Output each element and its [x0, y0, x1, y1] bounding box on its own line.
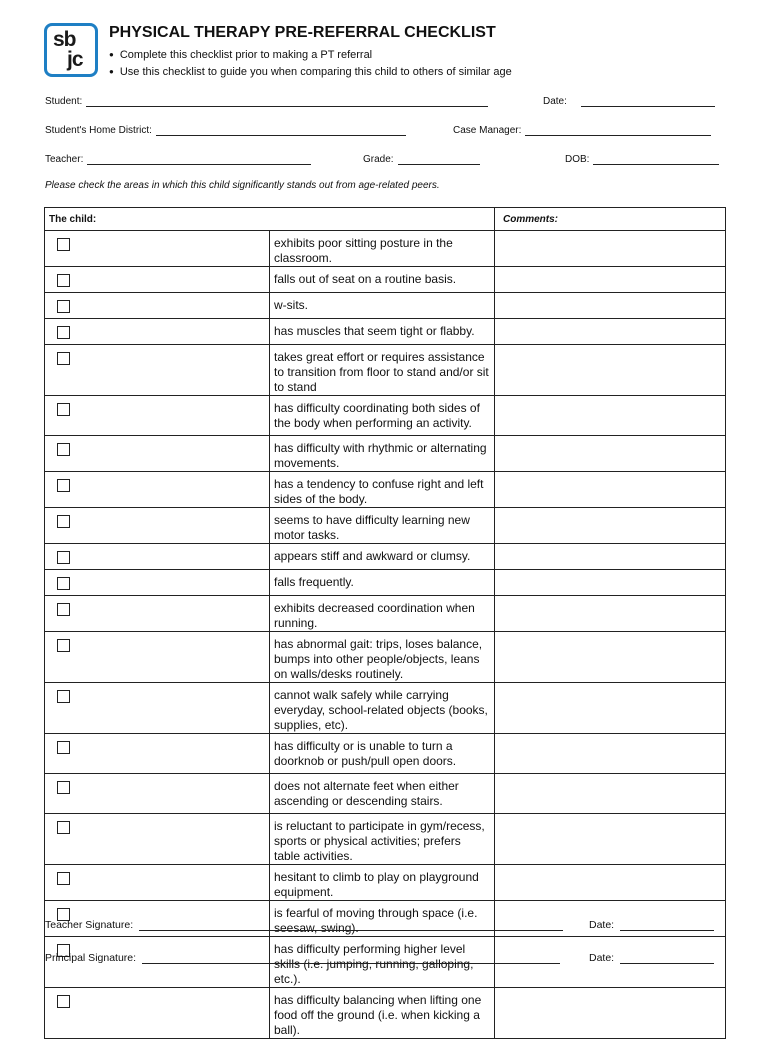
checkbox[interactable]	[57, 515, 70, 528]
checkbox-cell	[45, 596, 270, 632]
table-row	[45, 345, 726, 396]
instructions-text: Please check the areas in which this child significantly stands out from age-related peers.	[45, 180, 440, 191]
checkbox-cell	[45, 319, 270, 345]
date-input-line[interactable]	[581, 96, 715, 107]
student-input-line[interactable]	[86, 96, 488, 107]
item-text: takes great effort or requires assistance to transition from floor to stand and/or sit to stand	[270, 345, 495, 396]
table-row	[45, 231, 726, 267]
table-row	[45, 734, 726, 774]
checklist-table	[44, 207, 726, 1039]
principal-date-field	[589, 952, 714, 964]
comment-cell[interactable]	[495, 988, 726, 1039]
principal-date-line[interactable]	[620, 953, 714, 964]
checkbox[interactable]	[57, 326, 70, 339]
comment-cell[interactable]	[495, 814, 726, 865]
item-text: falls frequently.	[270, 570, 495, 596]
checkbox[interactable]	[57, 872, 70, 885]
checkbox-cell	[45, 436, 270, 472]
checkbox-cell	[45, 814, 270, 865]
comment-cell[interactable]	[495, 596, 726, 632]
table-row	[45, 632, 726, 683]
student-field	[45, 96, 488, 107]
checkbox-cell	[45, 774, 270, 814]
checkbox[interactable]	[57, 821, 70, 834]
table-row	[45, 814, 726, 865]
logo-text-top: sb	[53, 28, 76, 51]
comment-cell[interactable]	[495, 345, 726, 396]
page-title: PHYSICAL THERAPY PRE-REFERRAL CHECKLIST	[109, 24, 496, 41]
item-text: has muscles that seem tight or flabby.	[270, 319, 495, 345]
teacher-signature-label: Teacher Signature:	[45, 919, 134, 931]
home-district-field	[45, 125, 406, 136]
item-text: w-sits.	[270, 293, 495, 319]
comment-cell[interactable]	[495, 774, 726, 814]
checkbox-cell	[45, 293, 270, 319]
checkbox-cell	[45, 865, 270, 901]
header-comments: Comments:	[495, 208, 726, 231]
table-row	[45, 436, 726, 472]
principal-signature-label: Principal Signature:	[45, 952, 137, 964]
comment-cell[interactable]	[495, 632, 726, 683]
checkbox-cell	[45, 267, 270, 293]
checkbox[interactable]	[57, 603, 70, 616]
item-text: has difficulty coordinating both sides of the body when performing an activity.	[270, 396, 495, 436]
checkbox-cell	[45, 734, 270, 774]
checkbox[interactable]	[57, 443, 70, 456]
date-label: Date:	[543, 96, 567, 107]
comment-cell[interactable]	[495, 231, 726, 267]
comment-cell[interactable]	[495, 544, 726, 570]
table-row	[45, 396, 726, 436]
principal-signature-field	[45, 952, 560, 964]
item-text: falls out of seat on a routine basis.	[270, 267, 495, 293]
checkbox[interactable]	[57, 479, 70, 492]
item-text: cannot walk safely while carrying everyday, school-related objects (books, supplies, etc).	[270, 683, 495, 734]
item-text: has difficulty performing higher level skills (i.e. jumping, running, galloping, etc.).	[270, 937, 495, 988]
table-row	[45, 683, 726, 734]
teacher-label: Teacher:	[45, 154, 84, 165]
grade-input-line[interactable]	[398, 154, 480, 165]
item-text: seems to have difficulty learning new motor tasks.	[270, 508, 495, 544]
comment-cell[interactable]	[495, 683, 726, 734]
checkbox-cell	[45, 544, 270, 570]
table-row	[45, 988, 726, 1039]
teacher-input-line[interactable]	[87, 154, 311, 165]
checkbox[interactable]	[57, 639, 70, 652]
item-text: does not alternate feet when either ascending or descending stairs.	[270, 774, 495, 814]
principal-signature-line[interactable]	[142, 953, 560, 964]
header-child: The child:	[45, 208, 495, 231]
date-field	[543, 96, 715, 107]
comment-cell[interactable]	[495, 396, 726, 436]
teacher-signature-line[interactable]	[139, 920, 563, 931]
table-row	[45, 570, 726, 596]
instruction-bullets	[109, 46, 512, 80]
item-text: has abnormal gait: trips, loses balance, bumps into other people/objects, leans on walls/desks routinely.	[270, 632, 495, 683]
table-row	[45, 774, 726, 814]
teacher-signature-field	[45, 919, 563, 931]
home-district-input-line[interactable]	[156, 125, 406, 136]
item-text: is fearful of moving through space (i.e. seesaw, swing).	[270, 901, 495, 937]
item-text: has a tendency to confuse right and left sides of the body.	[270, 472, 495, 508]
comment-cell[interactable]	[495, 865, 726, 901]
comment-cell[interactable]	[495, 267, 726, 293]
checkbox[interactable]	[57, 741, 70, 754]
principal-date-label: Date:	[589, 952, 615, 964]
table-row	[45, 544, 726, 570]
item-text: exhibits poor sitting posture in the classroom.	[270, 231, 495, 267]
table-row	[45, 508, 726, 544]
checkbox[interactable]	[57, 577, 70, 590]
checkbox-cell	[45, 632, 270, 683]
checkbox[interactable]	[57, 352, 70, 365]
checkbox[interactable]	[57, 551, 70, 564]
case-manager-label: Case Manager:	[453, 125, 522, 136]
checkbox-cell	[45, 683, 270, 734]
item-text: appears stiff and awkward or clumsy.	[270, 544, 495, 570]
comment-cell[interactable]	[495, 734, 726, 774]
checkbox-cell	[45, 396, 270, 436]
item-text: has difficulty or is unable to turn a doorknob or push/pull open doors.	[270, 734, 495, 774]
item-text: hesitant to climb to play on playground equipment.	[270, 865, 495, 901]
dob-input-line[interactable]	[593, 154, 719, 165]
item-text: has difficulty with rhythmic or alternating movements.	[270, 436, 495, 472]
dob-label: DOB:	[565, 154, 590, 165]
case-manager-field	[453, 125, 711, 136]
comment-cell[interactable]	[495, 436, 726, 472]
table-row	[45, 267, 726, 293]
checkbox[interactable]	[57, 238, 70, 251]
checkbox[interactable]	[57, 274, 70, 287]
checkbox[interactable]	[57, 781, 70, 794]
item-text: exhibits decreased coordination when running.	[270, 596, 495, 632]
checkbox-cell	[45, 231, 270, 267]
table-row	[45, 293, 726, 319]
table-row	[45, 865, 726, 901]
checkbox[interactable]	[57, 403, 70, 416]
teacher-date-field	[589, 919, 714, 931]
checkbox-cell	[45, 345, 270, 396]
checkbox-cell	[45, 508, 270, 544]
logo-text-bottom: jc	[67, 48, 83, 71]
grade-label: Grade:	[363, 154, 394, 165]
table-row	[45, 472, 726, 508]
comment-cell[interactable]	[495, 508, 726, 544]
home-district-label: Student's Home District:	[45, 125, 152, 136]
grade-field	[363, 154, 480, 165]
checkbox-cell	[45, 988, 270, 1039]
item-text: has difficulty balancing when lifting one food off the ground (i.e. when kicking a ball).	[270, 988, 495, 1039]
bullet-item: ● Complete this checklist prior to making a PT referral	[109, 46, 512, 63]
student-label: Student:	[45, 96, 83, 107]
checkbox[interactable]	[57, 995, 70, 1008]
teacher-field	[45, 154, 311, 165]
table-header-row	[45, 208, 726, 231]
comment-cell[interactable]	[495, 293, 726, 319]
table-row	[45, 319, 726, 345]
case-manager-input-line[interactable]	[525, 125, 711, 136]
teacher-date-line[interactable]	[620, 920, 714, 931]
comment-cell[interactable]	[495, 472, 726, 508]
teacher-date-label: Date:	[589, 919, 615, 931]
sbjc-logo	[44, 23, 98, 77]
comment-cell[interactable]	[495, 319, 726, 345]
bullet-item: ● Use this checklist to guide you when comparing this child to others of similar age	[109, 63, 512, 80]
item-text: is reluctant to participate in gym/recess, sports or physical activities; prefers table activities.	[270, 814, 495, 865]
table-row	[45, 596, 726, 632]
checkbox-cell	[45, 570, 270, 596]
checkbox-cell	[45, 472, 270, 508]
checkbox[interactable]	[57, 300, 70, 313]
checkbox[interactable]	[57, 690, 70, 703]
dob-field	[565, 154, 719, 165]
comment-cell[interactable]	[495, 570, 726, 596]
